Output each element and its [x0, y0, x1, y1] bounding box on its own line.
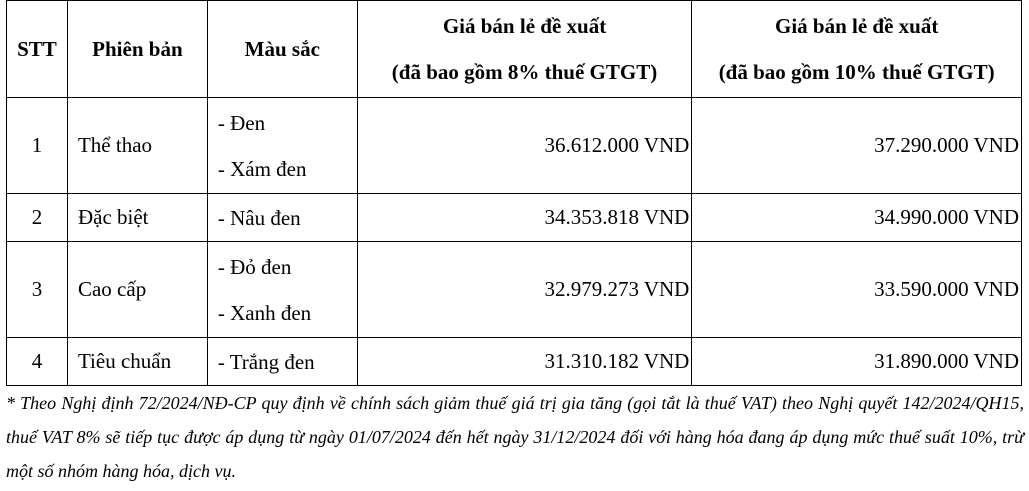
header-price-10-line1: Giá bán lẻ đề xuất: [774, 14, 939, 38]
table-row: [7, 194, 1022, 242]
row-stt: 1: [7, 98, 68, 194]
price-table: [6, 0, 1022, 386]
row-stt: 4: [7, 338, 68, 386]
color-item: - Nâu đen: [217, 205, 301, 230]
footnote: * Theo Nghị định 72/2024/NĐ-CP quy định về chính sách giảm thuế giá trị gia tăng (gọi tắt là thuế VAT) theo Nghị quyết 142/2024/QH15, thuế VAT 8% sẽ tiếp tục được áp dụng từ ngày 01/07/2024 đến hết ngày 31/12/2024 đối với hàng hóa đang áp dụng mức thuế suất 10%, trừ một số nhóm hàng hóa, dịch vụ.: [6, 393, 1024, 481]
row-stt: 3: [7, 242, 68, 338]
row-version: Thể thao: [67, 98, 207, 194]
row-stt: 2: [7, 194, 68, 242]
header-price-8-percent: [357, 1, 692, 98]
header-price-10-percent: [692, 1, 1022, 98]
header-color: Màu sắc: [207, 1, 357, 98]
row-price-10: 34.990.000 VND: [692, 194, 1022, 242]
header-price-10-line2: (đã bao gồm 10% thuế GTGT): [718, 60, 995, 84]
header-price-8-line1: Giá bán lẻ đề xuất: [442, 14, 607, 38]
row-version: Đặc biệt: [67, 194, 207, 242]
color-item: - Xanh đen: [217, 300, 312, 325]
header-price-8-line2: (đã bao gồm 8% thuế GTGT): [391, 60, 658, 84]
row-price-10: 33.590.000 VND: [692, 242, 1022, 338]
table-row: [7, 98, 1022, 194]
row-price-8: 31.310.182 VND: [357, 338, 692, 386]
row-price-8: 32.979.273 VND: [357, 242, 692, 338]
row-price-8: 36.612.000 VND: [357, 98, 692, 194]
header-version: Phiên bản: [67, 1, 207, 98]
row-colors: [207, 194, 357, 242]
row-price-8: 34.353.818 VND: [357, 194, 692, 242]
color-item: - Đen: [217, 110, 266, 135]
color-item: - Xám đen: [217, 156, 307, 181]
color-item: - Đỏ đen: [217, 254, 292, 279]
color-item: - Trắng đen: [217, 349, 315, 374]
row-colors: [207, 98, 357, 194]
table-row: [7, 338, 1022, 386]
row-price-10: 31.890.000 VND: [692, 338, 1022, 386]
row-version: Tiêu chuẩn: [67, 338, 207, 386]
row-colors: [207, 242, 357, 338]
table-row: [7, 242, 1022, 338]
row-version: Cao cấp: [67, 242, 207, 338]
header-stt: STT: [7, 1, 68, 98]
row-price-10: 37.290.000 VND: [692, 98, 1022, 194]
row-colors: [207, 338, 357, 386]
table-header-row: [7, 1, 1022, 98]
